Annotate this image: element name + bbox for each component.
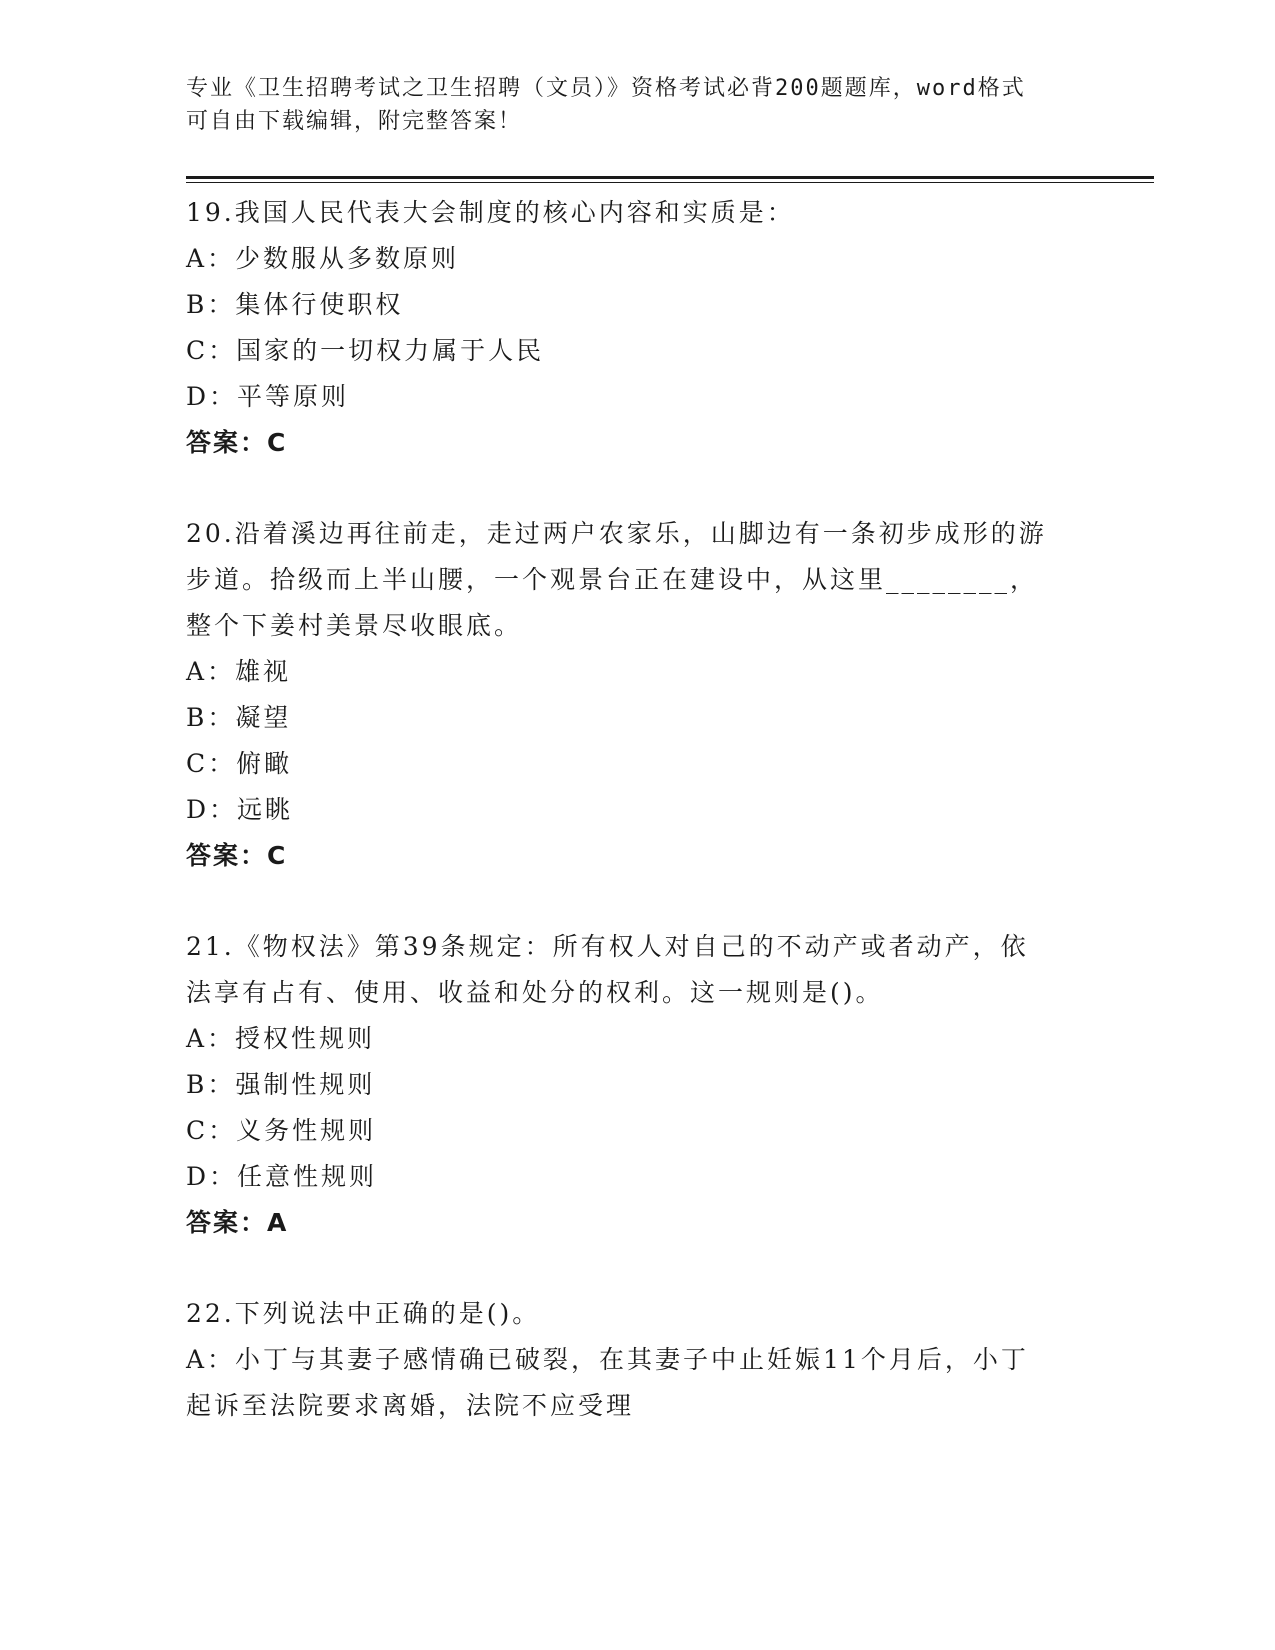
- question-stem: 步道。拾级而上半山腰，一个观景台正在建设中，从这里________，: [186, 565, 1039, 594]
- answer-key: 答案：C: [186, 428, 288, 457]
- header-line-1: 专业《卫生招聘考试之卫生招聘（文员）》资格考试必背200题题库，word格式: [186, 76, 1026, 101]
- option-a: A：授权性规则: [186, 1024, 376, 1053]
- question-stem: 整个下姜村美景尽收眼底。: [186, 611, 523, 640]
- question-list: [186, 190, 1086, 1474]
- header-divider-thick: [186, 176, 1154, 179]
- question-stem: 19.我国人民代表大会制度的核心内容和实质是：: [186, 198, 795, 227]
- option-b: B：强制性规则: [186, 1070, 376, 1099]
- option-c: C：俯瞰: [186, 749, 293, 778]
- option-a-continued: 起诉至法院要求离婚，法院不应受理: [186, 1391, 635, 1420]
- document-header: [186, 72, 1066, 138]
- option-b: B：集体行使职权: [186, 290, 404, 319]
- option-b: B：凝望: [186, 703, 292, 732]
- option-d: D：任意性规则: [186, 1162, 378, 1191]
- header-line-2: 可自由下载编辑，附完整答案！: [186, 109, 523, 134]
- answer-key: 答案：C: [186, 841, 288, 870]
- header-divider-thin: [186, 182, 1154, 183]
- option-a: A：雄视: [186, 657, 292, 686]
- question-stem: 法享有占有、使用、收益和处分的权利。这一规则是()。: [186, 978, 884, 1007]
- option-c: C：国家的一切权力属于人民: [186, 336, 545, 365]
- option-c: C：义务性规则: [186, 1116, 377, 1145]
- question-22: [186, 1291, 1086, 1429]
- question-20: [186, 511, 1086, 879]
- answer-key: 答案：A: [186, 1208, 289, 1237]
- question-stem: 20.沿着溪边再往前走，走过两户农家乐，山脚边有一条初步成形的游: [186, 519, 1047, 548]
- question-19: [186, 190, 1086, 466]
- option-d: D：远眺: [186, 795, 294, 824]
- question-stem: 21.《物权法》第39条规定：所有权人对自己的不动产或者动产，依: [186, 932, 1029, 961]
- question-stem: 22.下列说法中正确的是()。: [186, 1299, 541, 1328]
- question-21: [186, 924, 1086, 1246]
- option-d: D：平等原则: [186, 382, 350, 411]
- option-a: A：少数服从多数原则: [186, 244, 460, 273]
- option-a: A：小丁与其妻子感情确已破裂，在其妻子中止妊娠11个月后，小丁: [186, 1345, 1029, 1374]
